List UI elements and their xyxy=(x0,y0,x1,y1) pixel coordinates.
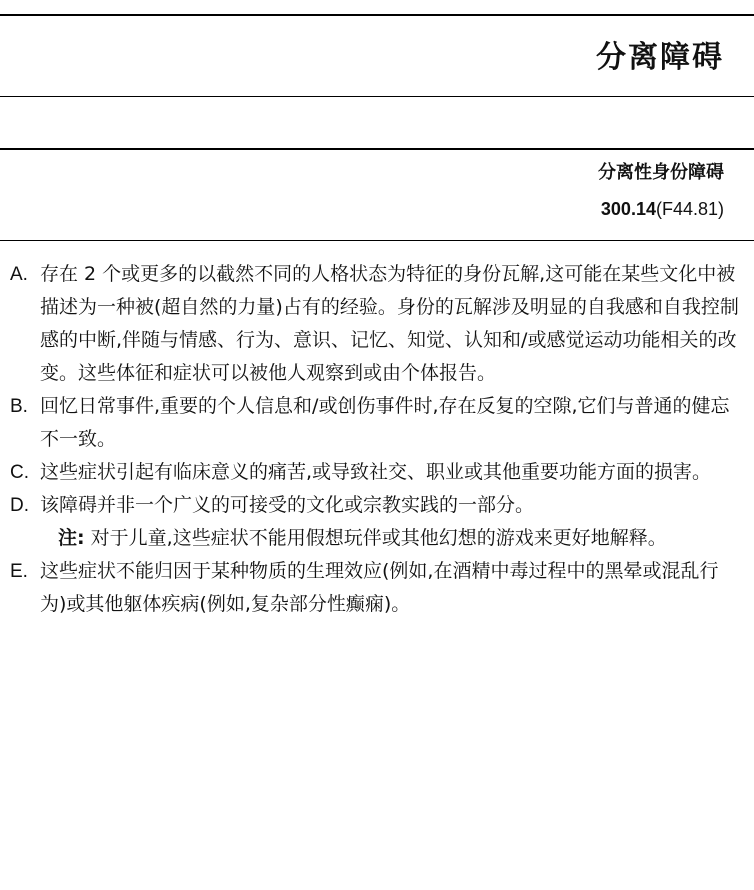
criterion-letter: E. xyxy=(10,561,28,582)
criterion-letter: B. xyxy=(10,396,28,417)
note-label: 注: xyxy=(58,527,85,549)
criterion-letter: C. xyxy=(10,462,29,483)
criterion-e xyxy=(10,555,740,621)
header-divider xyxy=(0,96,754,97)
criterion-c xyxy=(10,456,740,489)
icd-code: (F44.81) xyxy=(655,199,724,219)
top-rule xyxy=(0,14,754,16)
criterion-letter: A. xyxy=(10,264,28,285)
criterion-text: 该障碍并非一个广义的可接受的文化或宗教实践的一部分。 xyxy=(40,494,535,516)
chapter-title: 分离障碍 xyxy=(596,40,724,75)
criterion-note xyxy=(40,522,740,555)
diagnostic-code xyxy=(601,196,724,222)
dsm-code: 300.14 xyxy=(600,199,656,219)
criterion-b xyxy=(10,390,740,456)
note-text: 对于儿童,这些症状不能用假想玩伴或其他幻想的游戏来更好地解释。 xyxy=(90,527,667,549)
criterion-d xyxy=(10,489,740,555)
section-top-rule xyxy=(0,148,754,150)
criterion-text: 这些症状引起有临床意义的痛苦,或导致社交、职业或其他重要功能方面的损害。 xyxy=(40,461,712,483)
disorder-name: 分离性身份障碍 xyxy=(598,162,724,183)
criterion-letter: D. xyxy=(10,495,29,516)
section-bottom-rule xyxy=(0,240,754,241)
criterion-text: 这些症状不能归因于某种物质的生理效应(例如,在酒精中毒过程中的黑晕或混乱行为)或其他躯体疾病(例如,复杂部分性癫痫)。 xyxy=(40,560,719,615)
criterion-a xyxy=(10,258,740,390)
criteria-list xyxy=(10,258,740,621)
criterion-text: 回忆日常事件,重要的个人信息和/或创伤事件时,存在反复的空隙,它们与普通的健忘不一致。 xyxy=(40,395,730,450)
criterion-text: 存在 2 个或更多的以截然不同的人格状态为特征的身份瓦解,这可能在某些文化中被描述为一种被(超自然的力量)占有的经验。身份的瓦解涉及明显的自我感和自我控制感的中断,伴随与情感、行为、意识、记忆、知觉、认知和/或感觉运动功能相关的改变。这些体征和症状可以被他人观察到或由个体报告。 xyxy=(40,263,739,384)
